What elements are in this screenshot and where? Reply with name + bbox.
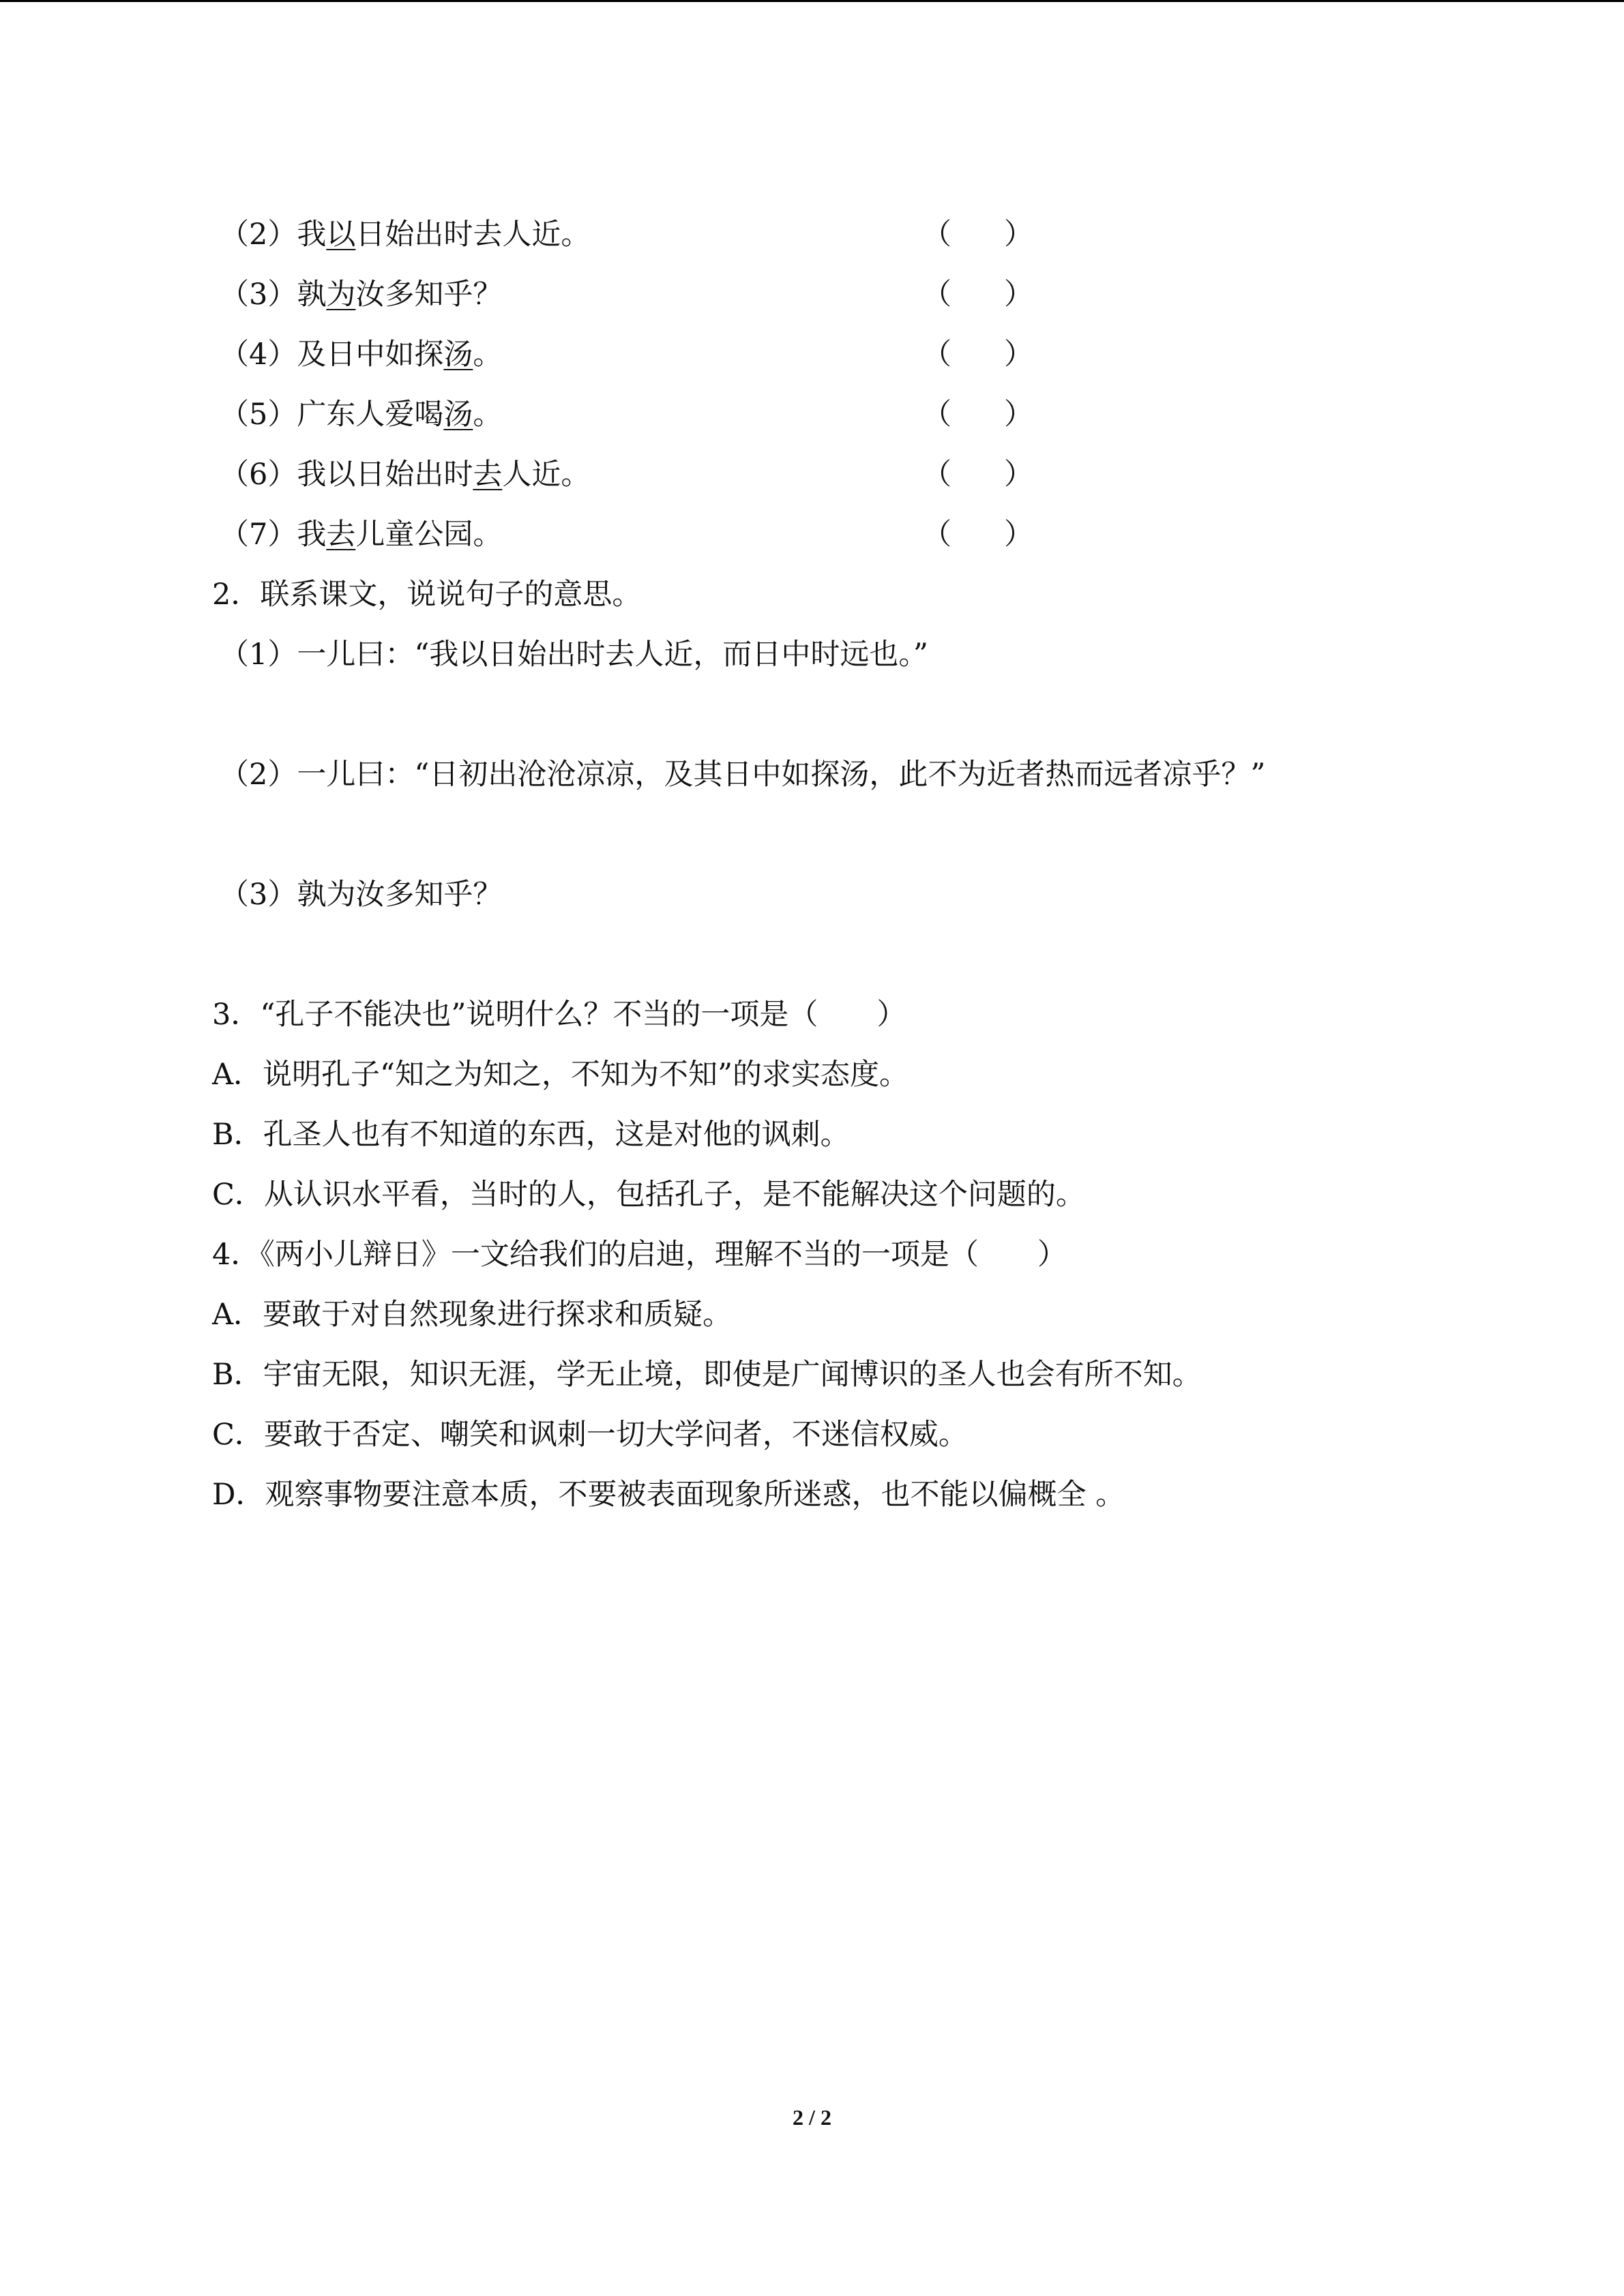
q4-option-a: A．要敢于对自然现象进行探求和质疑。: [212, 1298, 733, 1332]
q4-option-c: C．要敢于否定、嘲笑和讽刺一切大学问者，不迷信权威。: [212, 1418, 968, 1452]
page-top-border: [0, 0, 1624, 2]
q3-option-c: C．从认识水平看，当时的人，包括孔子，是不能解决这个问题的。: [212, 1178, 1085, 1212]
q1-item-7: （7）我去儿童公园。 （ ）: [220, 518, 1033, 552]
q2-title: 2．联系课文，说说句子的意思。: [212, 578, 642, 612]
q1-item-2: （2）我以日始出时去人近。 （ ）: [220, 218, 1033, 252]
q4-option-b: B．宇宙无限，知识无涯，学无止境，即使是广闻博识的圣人也会有所不知。: [212, 1358, 1202, 1392]
q3-title: 3．“孔子不能决也”说明什么？不当的一项是（ ）: [212, 998, 906, 1032]
page-number: 2 / 2: [793, 2105, 831, 2130]
q3-option-a: A．说明孔子“知之为知之，不知为不知”的求实态度。: [212, 1058, 909, 1092]
q3-option-b: B．孔圣人也有不知道的东西，这是对他的讽刺。: [212, 1118, 850, 1152]
q1-item-3: （3）孰为汝多知乎？ （ ）: [220, 278, 1033, 312]
q2-sentence-2: （2）一儿曰：“日初出沧沧凉凉，及其日中如探汤，此不为近者热而远者凉乎？”: [220, 758, 1266, 792]
q4-title: 4．《两小儿辩日》一文给我们的启迪，理解不当的一项是（ ）: [212, 1238, 1067, 1272]
q1-item-5: （5）广东人爱喝汤。 （ ）: [220, 398, 1033, 432]
q4-option-d: D．观察事物要注意本质，不要被表面现象所迷惑，也不能以偏概全 。: [212, 1478, 1125, 1512]
q2-sentence-1: （1）一儿曰：“我以日始出时去人近，而日中时远也。”: [220, 638, 928, 672]
q1-item-4: （4）及日中如探汤。 （ ）: [220, 338, 1033, 372]
q2-sentence-3: （3）孰为汝多知乎？: [220, 878, 503, 912]
q1-item-6: （6）我以日始出时去人近。 （ ）: [220, 458, 1033, 492]
